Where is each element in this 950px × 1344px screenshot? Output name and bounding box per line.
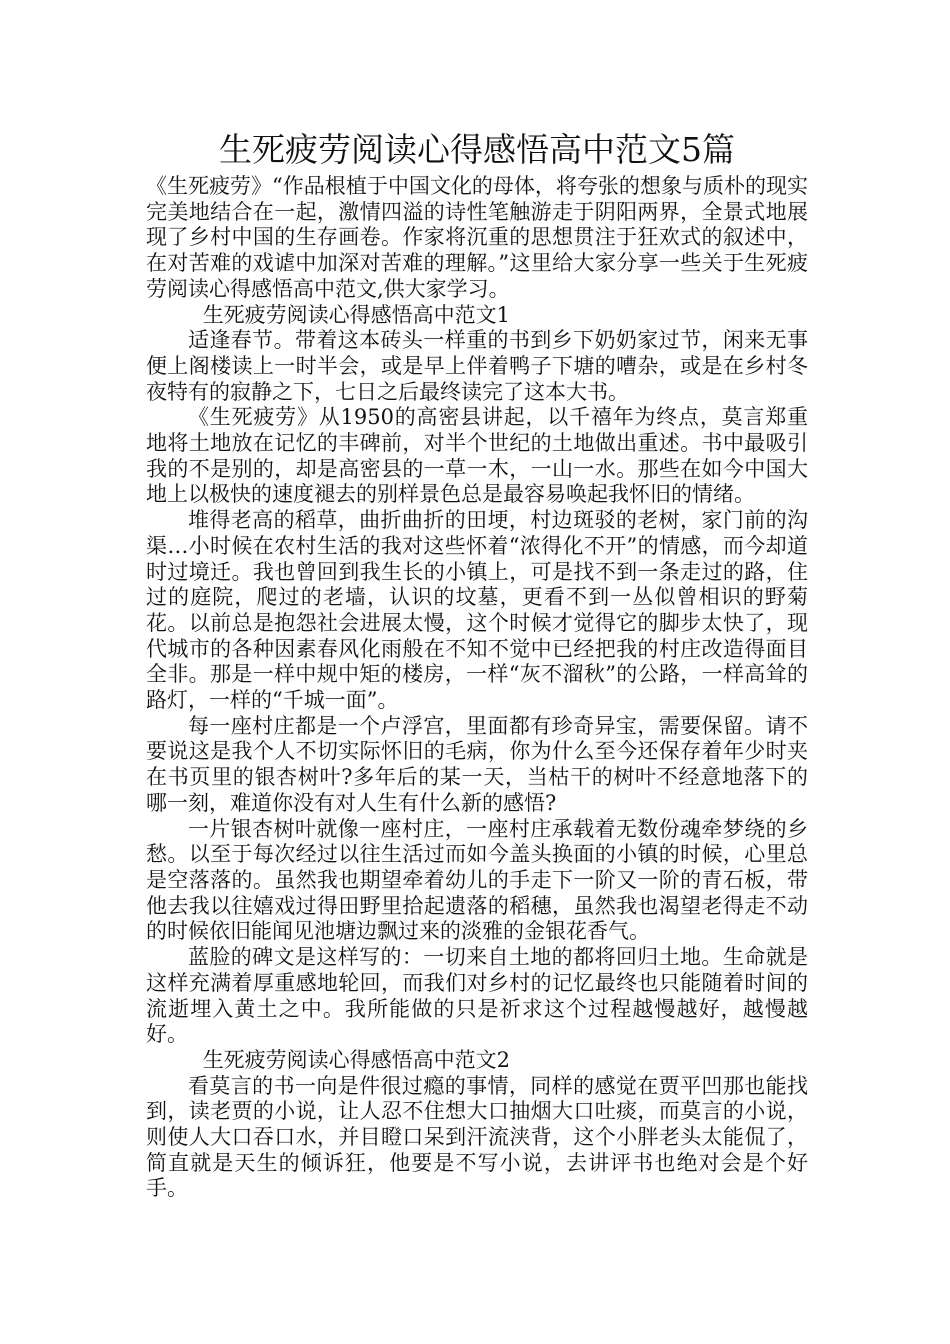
body-paragraph: 堆得老高的稻草，曲折曲折的田埂，村边斑驳的老树，家门前的沟渠…小时候在农村生活的我对这些怀着“浓得化不开”的情感，而今却道时过境迁。我也曾回到我生长的小镇上，可是找不到一条走过的路，住过的庭院，爬过的老墙，认识的坟墓，更看不到一丛似曾相识的野菊花。以前总是抱怨社会进展太慢，这个时候才觉得它的脚步太快了，现代城市的各种因素春风化雨般在不知不觉中已经把我的村庄改造得面目全非。那是一样中规中矩的楼房，一样“灰不溜秋”的公路，一样高耸的路灯，一样的“千城一面”。 [146,508,808,713]
body-paragraph: 适逢春节。带着这本砖头一样重的书到乡下奶奶家过节，闲来无事便上阁楼读上一时半会，或是早上伴着鸭子下塘的嘈杂，或是在乡村冬夜特有的寂静之下，七日之后最终读完了这本大书。 [146,328,808,404]
body-paragraph: 看莫言的书一向是件很过瘾的事情，同样的感觉在贾平凹那也能找到，读老贾的小说，让人忍不住想大口抽烟大口吐痰，而莫言的小说，则使人大口吞口水，并目瞪口呆到汗流浃背，这个小胖老头太能侃了，简直就是天生的倾诉狂，他要是不写小说，去讲评书也绝对会是个好手。 [146,1073,808,1201]
body-paragraph: 一片银杏树叶就像一座村庄，一座村庄承载着无数份魂牵梦绕的乡愁。以至于每次经过以往生活过而如今盖头换面的小镇的时候，心里总是空落落的。虽然我也期望牵着幼儿的手走下一阶又一阶的青石板，带他去我以往嬉戏过得田野里拾起遗落的稻穗，虽然我也渴望老得走不动的时候依旧能闻见池塘边飘过来的淡雅的金银花香气。 [146,816,808,944]
document-page [146,126,808,1202]
section-heading-1: 生死疲劳阅读心得感悟高中范文1 [202,302,511,327]
document-title: 生死疲劳阅读心得感悟高中范文5篇 [219,130,735,169]
body-paragraph: 《生死疲劳》从1950的高密县讲起，以千禧年为终点，莫言郑重地将土地放在记忆的丰碑前，对半个世纪的土地做出重述。书中最吸引我的不是别的，却是高密县的一草一木，一山一水。那些在如今中国大地上以极快的速度褪去的别样景色总是最容易唤起我怀旧的情绪。 [146,405,808,507]
body-paragraph: 蓝脸的碑文是这样写的：一切来自土地的都将回归土地。生命就是这样充满着厚重感地轮回，而我们对乡村的记忆最终也只能随着时间的流逝埋入黄土之中。我所能做的只是祈求这个过程越慢越好，越慢越好。 [146,945,808,1047]
intro-paragraph: 《生死疲劳》“作品根植于中国文化的母体，将夸张的想象与质朴的现实完美地结合在一起，激情四溢的诗性笔触游走于阴阳两界，全景式地展现了乡村中国的生存画卷。作家将沉重的思想贯注于狂欢式的叙述中，在对苦难的戏谑中加深对苦难的理解。”这里给大家分享一些关于生死疲劳阅读心得感悟高中范文,供大家学习。 [146,174,808,301]
section-heading-2: 生死疲劳阅读心得感悟高中范文2 [202,1047,511,1072]
body-paragraph: 每一座村庄都是一个卢浮宫，里面都有珍奇异宝，需要保留。请不要说这是我个人不切实际怀旧的毛病，你为什么至今还保存着年少时夹在书页里的银杏树叶?多年后的某一天，当枯干的树叶不经意地落下的哪一刻，难道你没有对人生有什么新的感悟? [146,713,808,815]
